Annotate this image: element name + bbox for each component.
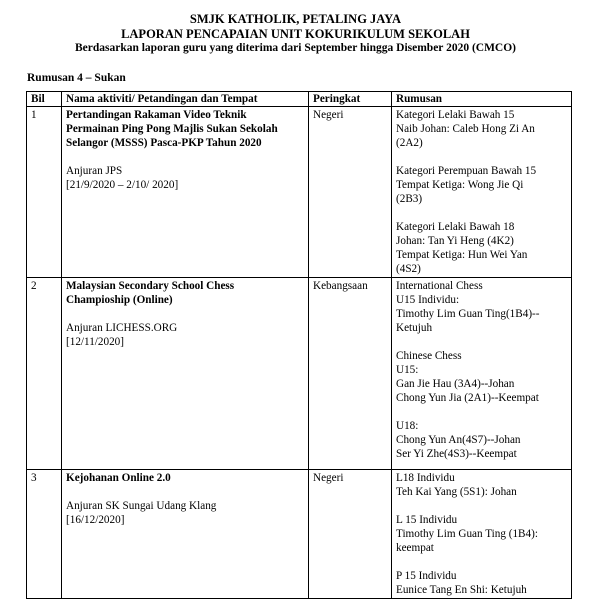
activity-title: Malaysian Secondary School Chess [66,280,235,292]
summary-line: U18: [396,420,419,432]
activity-date: [21/9/2020 – 2/10/ 2020] [66,179,179,191]
summary-line: Tempat Ketiga: Hun Wei Yan [396,249,528,261]
summary-line: keempat [396,542,434,554]
row-number: 3 [27,470,62,599]
summary-line: P 15 Individu [396,570,457,582]
summary-line: (4S2) [396,263,421,275]
summary-line: Chinese Chess [396,350,462,362]
activity-organizer: Anjuran JPS [66,165,123,177]
summary-line: L18 Individu [396,472,455,484]
table-row [27,278,572,470]
report-subtitle: Berdasarkan laporan guru yang diterima dari September hingga Disember 2020 (CMCO) [74,42,517,54]
summary-line: Teh Kai Yang (5S1): Johan [396,486,517,498]
table-row [27,107,572,278]
level-cell: Negeri [309,107,392,278]
level-cell: Kebangsaan [309,278,392,470]
activity-cell [62,278,309,470]
summary-line: Naib Johan: Caleb Hong Zi An [396,123,535,135]
summary-line: Eunice Tang En Shi: Ketujuh [396,584,527,596]
summary-line: International Chess [396,280,483,292]
summary-line: Chong Yun An(4S7)--Johan [396,434,521,446]
summary-cell [392,470,572,599]
row-number: 1 [27,107,62,278]
activity-title: Champioship (Online) [66,294,173,306]
activity-date: [12/11/2020] [66,336,125,348]
summary-cell [392,107,572,278]
summary-line: Gan Jie Hau (3A4)--Johan [396,378,515,390]
summary-line: Timothy Lim Guan Ting (1B4): [396,528,538,540]
activity-cell [62,470,309,599]
summary-line: Ser Yi Zhe(4S3)--Keempat [396,448,517,460]
summary-line: Kategori Lelaki Bawah 18 [396,221,515,233]
activity-cell [62,107,309,278]
summary-line: U15: [396,364,419,376]
report-title: LAPORAN PENCAPAIAN UNIT KOKURIKULUM SEKOLAH [121,27,470,41]
summary-line: Johan: Tan Yi Heng (4K2) [396,235,514,247]
activity-title: Pertandingan Rakaman Video Teknik [66,109,247,121]
activity-date: [16/12/2020] [66,514,125,526]
summary-line: Timothy Lim Guan Ting(1B4)-- [396,308,540,320]
results-table [26,91,572,599]
summary-cell [392,278,572,470]
summary-line: Chong Yun Jia (2A1)--Keempat [396,392,539,404]
activity-title: Permainan Ping Pong Majlis Sukan Sekolah [66,123,278,135]
header-bil: Bil [27,92,62,107]
table-header-row [27,92,572,107]
summary-line: Tempat Ketiga: Wong Jie Qi [396,179,524,191]
summary-line: Kategori Lelaki Bawah 15 [396,109,515,121]
table-row [27,470,572,599]
summary-line: (2B3) [396,193,423,205]
school-name: SMJK KATHOLIK, PETALING JAYA [189,12,402,26]
section-title: Rumusan 4 – Sukan [27,72,126,84]
summary-line: Ketujuh [396,322,433,334]
row-number: 2 [27,278,62,470]
activity-organizer: Anjuran SK Sungai Udang Klang [66,500,217,512]
activity-title: Selangor (MSSS) Pasca-PKP Tahun 2020 [66,137,262,149]
level-cell: Negeri [309,470,392,599]
activity-organizer: Anjuran LICHESS.ORG [66,322,178,334]
summary-line: Kategori Perempuan Bawah 15 [396,165,537,177]
header-summary: Rumusan [392,92,572,107]
header-activity: Nama aktiviti/ Petandingan dan Tempat [62,92,309,107]
summary-line: L 15 Individu [396,514,458,526]
summary-line: (2A2) [396,137,423,149]
header-level: Peringkat [309,92,392,107]
summary-line: U15 Individu: [396,294,460,306]
activity-title: Kejohanan Online 2.0 [66,472,171,484]
